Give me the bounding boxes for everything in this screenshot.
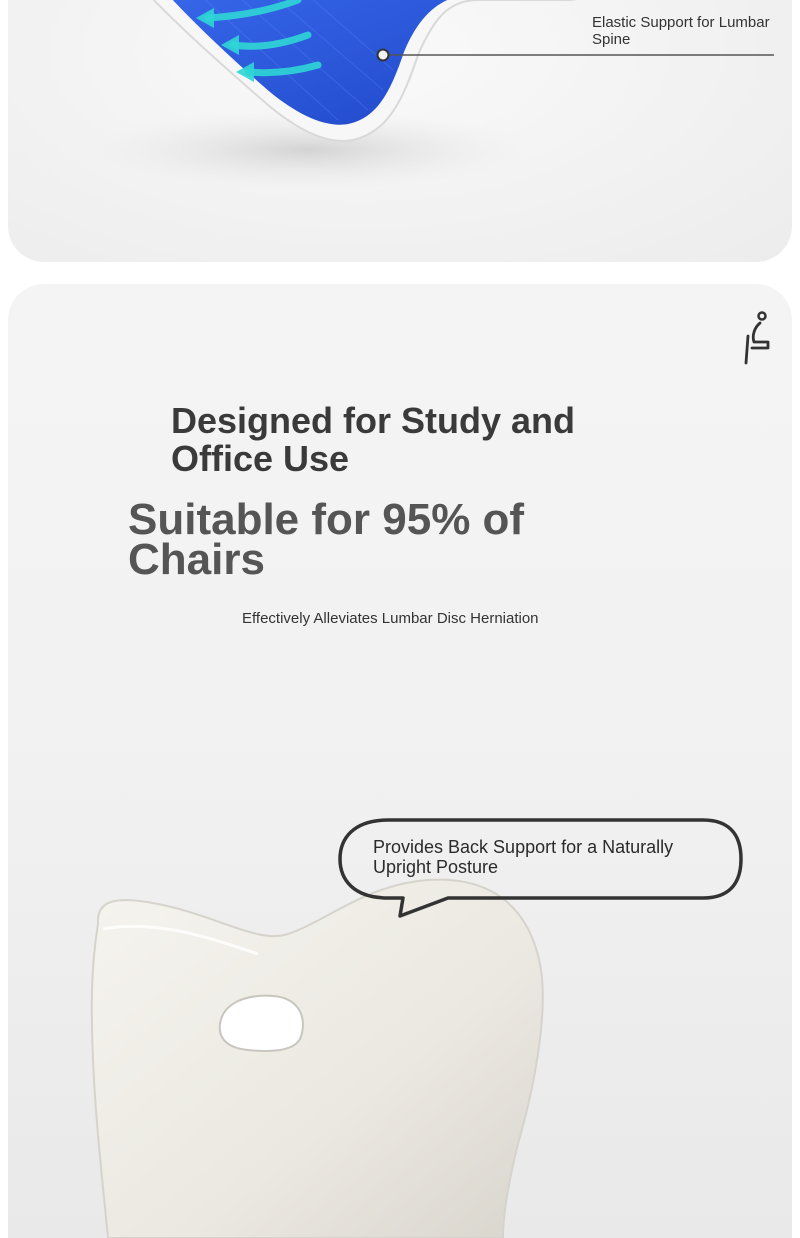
compatibility-heading: Suitable for 95% of Chairs — [128, 495, 525, 584]
seated-person-icon — [740, 310, 772, 366]
benefit-tagline: Effectively Alleviates Lumbar Disc Herniation — [242, 610, 539, 627]
callout-label: Elastic Support for Lumbar Spine — [592, 14, 770, 48]
speech-bubble-text: Provides Back Support for a Naturally Upright Posture — [373, 837, 674, 877]
usage-heading: Designed for Study and Office Use — [171, 400, 576, 479]
